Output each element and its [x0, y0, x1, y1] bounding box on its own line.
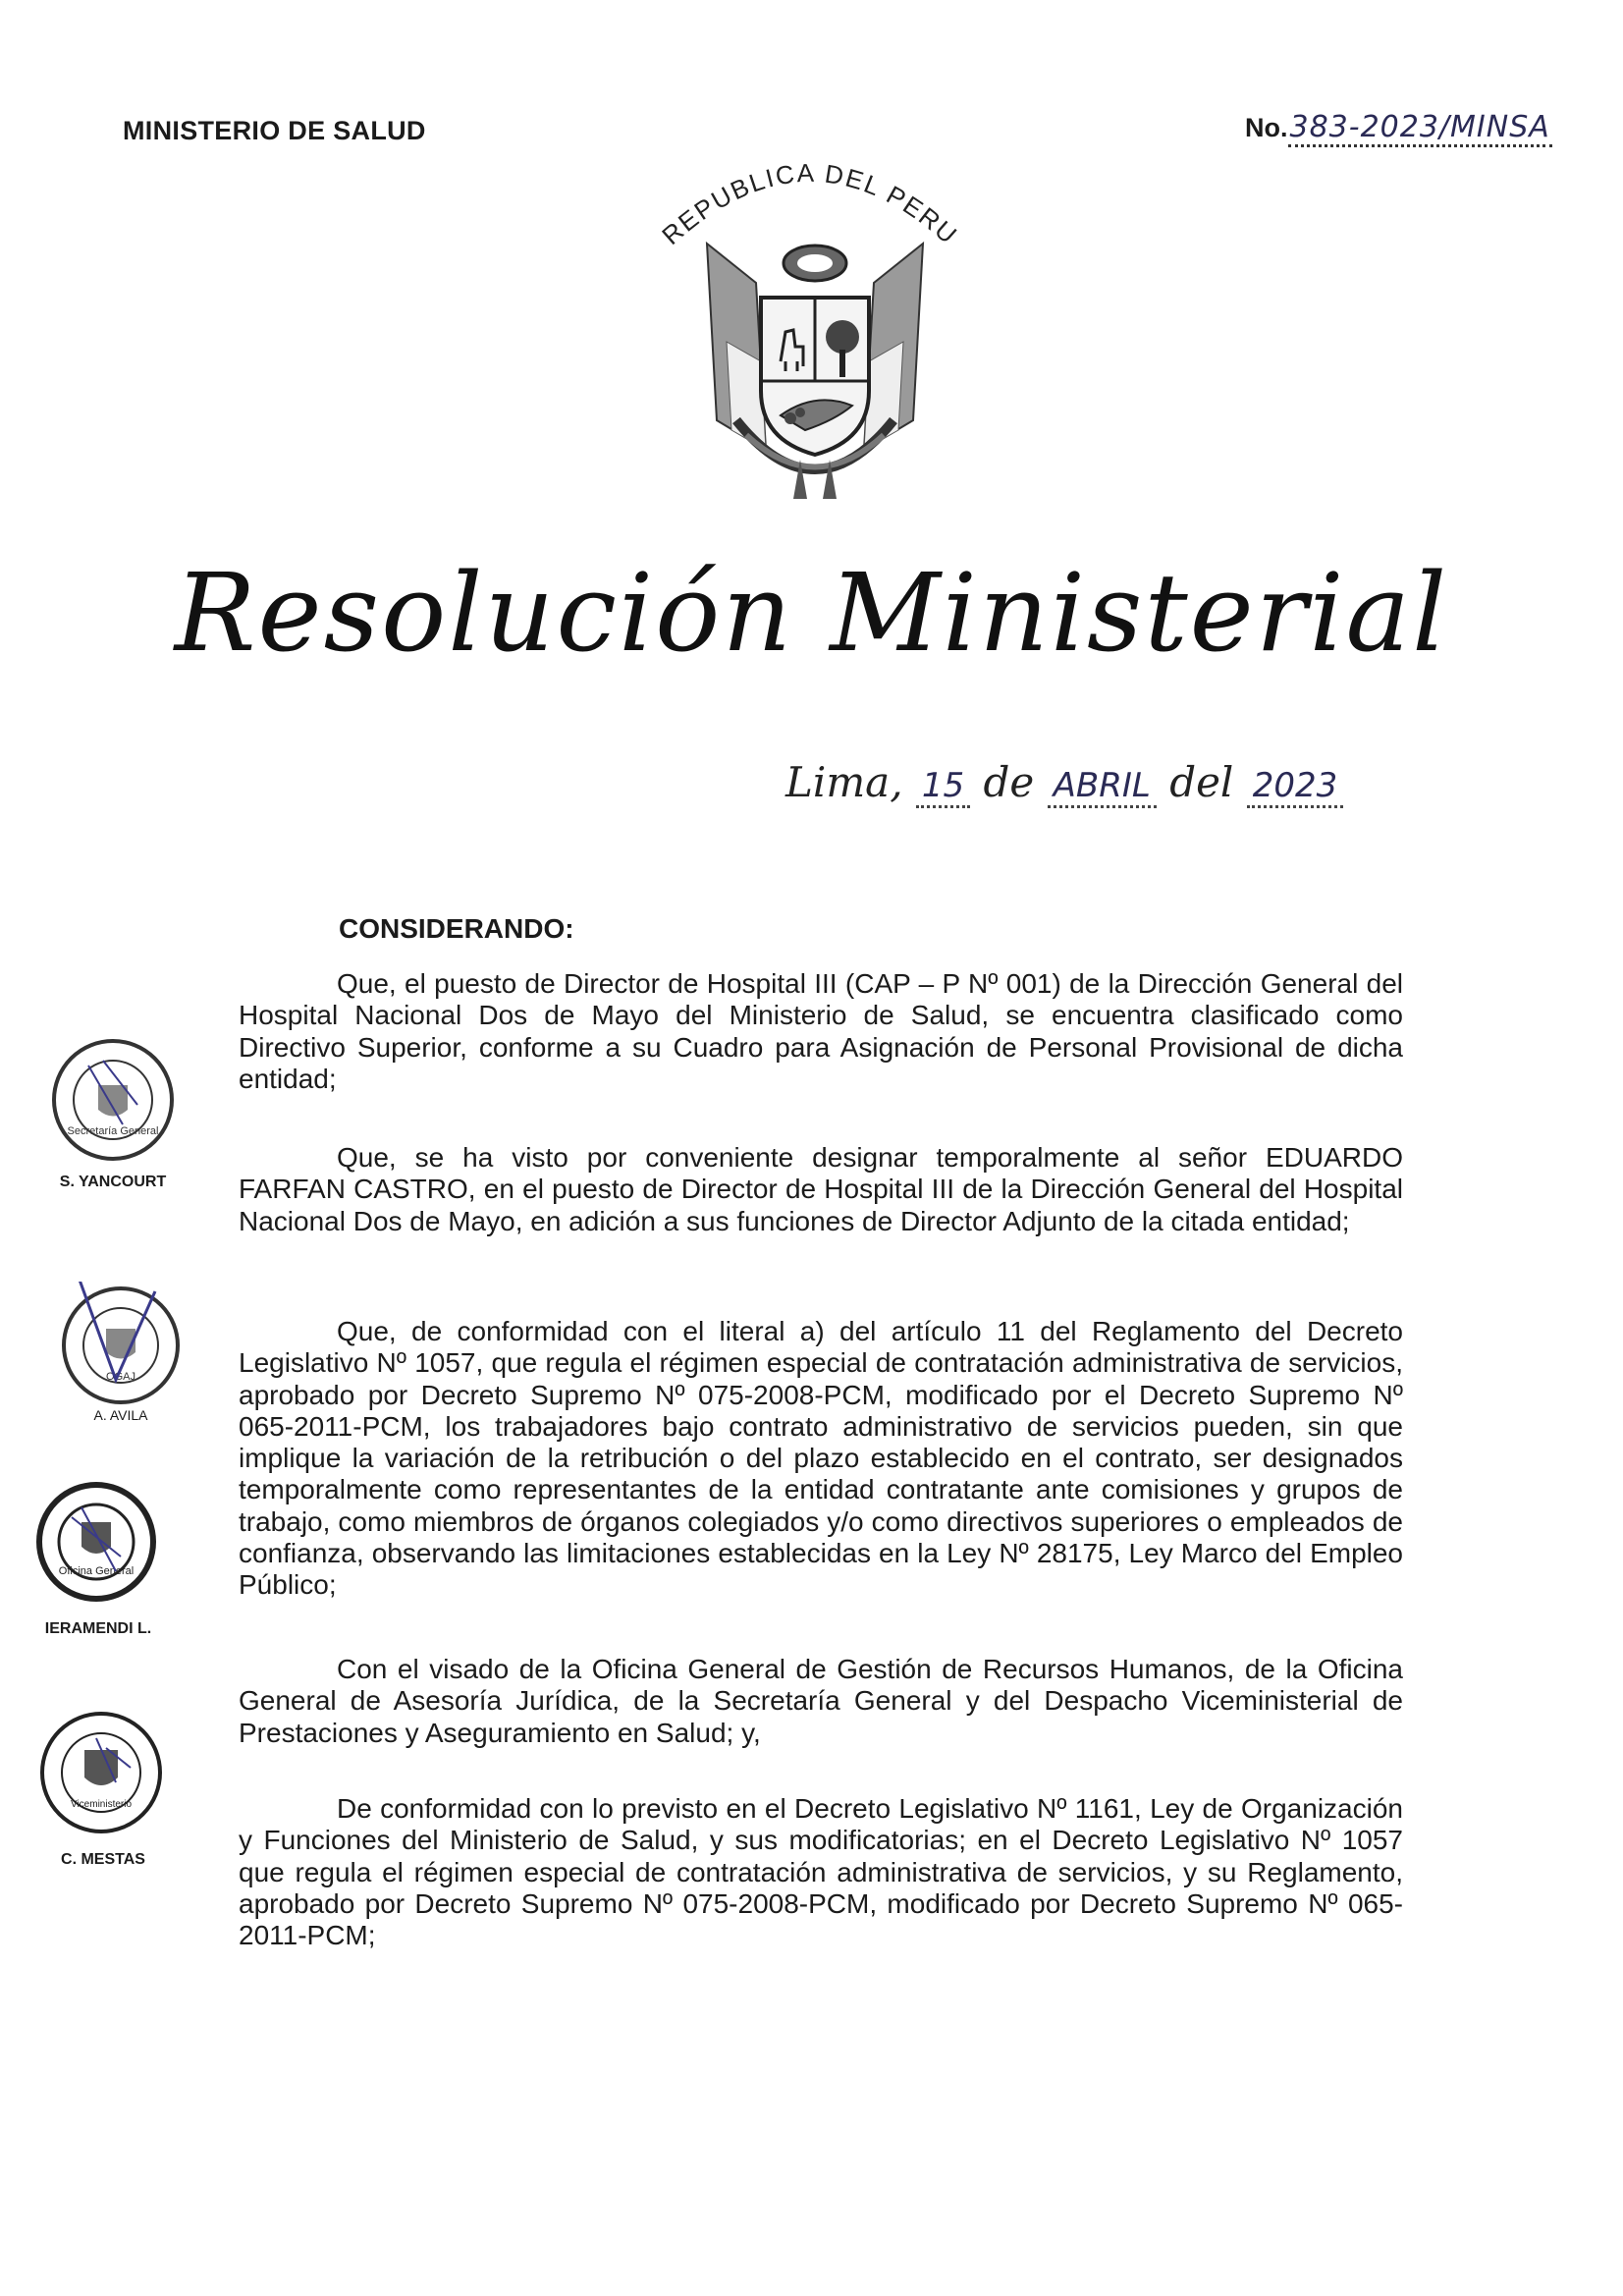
resolution-number-label: No. [1245, 113, 1288, 142]
visa-stamp-3-inner: Oficina General [58, 1565, 135, 1577]
date-city: Lima, [785, 758, 903, 806]
paragraph-5 [239, 1793, 1403, 1951]
date-day: 15 [916, 766, 970, 808]
document-title: Resolución Ministerial [174, 550, 1449, 676]
paragraph-2 [239, 1142, 1403, 1237]
paragraph-3 [239, 1316, 1403, 1602]
ministry-name: MINISTERIO DE SALUD [123, 116, 426, 145]
paragraph-1-text: Que, el puesto de Director de Hospital III (CAP – P Nº 001) de la Dirección General del Hospital Nacional Dos de Mayo del Ministerio de Salud, se encuentra clasificado como Directivo Superior, conforme a su Cuadro para Asignación de Personal Provisional de dicha entidad; [239, 968, 1403, 1094]
visa-stamp-2-label: A. AVILA [93, 1407, 148, 1423]
visa-stamp-4-icon [37, 1709, 165, 1836]
date-month: ABRIL [1048, 766, 1157, 808]
date-year: 2023 [1247, 766, 1344, 808]
emblem-arc-label: REPUBLICA DEL PERU [656, 157, 964, 251]
visa-stamp-2-icon [57, 1282, 185, 1409]
date-line [785, 758, 1343, 806]
visa-stamp-3-icon [32, 1478, 160, 1606]
date-del: del [1169, 758, 1234, 806]
paragraph-5-text: De conformidad con lo previsto en el Decreto Legislativo Nº 1161, Ley de Organización y Funciones del Ministerio de Salud, y sus modificatorias; en el Decreto Legislativo Nº 1057 que regula el régimen especial de contratación administrativa de servicios, y su Reglamento, aprobado por Decreto Supremo Nº 075-2008-PCM, modificado por Decreto Supremo Nº 065-2011-PCM; [239, 1793, 1403, 1951]
visa-stamp-4-label: C. MESTAS [61, 1851, 145, 1868]
coat-of-arms-icon [687, 224, 943, 509]
visa-stamp-1-inner: Secretaría General [67, 1125, 159, 1137]
visa-stamp-1-label: S. YANCOURT [59, 1174, 167, 1190]
visa-stamp-1-icon [49, 1036, 177, 1164]
paragraph-1 [239, 968, 1403, 1095]
paragraph-2-text: Que, se ha visto por conveniente designar temporalmente al señor EDUARDO FARFAN CASTRO, en el puesto de Director de Hospital III de la Dirección General del Hospital Nacional Dos de Mayo, en adición a sus funciones de Director Adjunto de la citada entidad; [239, 1142, 1403, 1236]
paragraph-4 [239, 1654, 1403, 1749]
section-heading: CONSIDERANDO: [339, 913, 574, 944]
visa-stamp-4-inner: Viceministerio [70, 1799, 133, 1810]
paragraph-3-text: Que, de conformidad con el literal a) del artículo 11 del Reglamento del Decreto Legislativo Nº 1057, que regula el régimen especial de contratación administrativa de servicios, aprobado por Decreto Supremo Nº 075-2008-PCM, modificado por el Decreto Supremo Nº 065-2011-PCM, los trabajadores bajo contrato administrativo de servicios pueden, sin que implique la variación de la retribución o del plazo establecido en el contrato, ser designados temporalmente como representantes de la entidad contratante ante comisiones y grupos de trabajo, como miembros de órganos colegiados y/o como directivos superiores o empleados de confianza, observando las limitaciones establecidas en la Ley Nº 28175, Ley Marco del Empleo Público; [239, 1316, 1403, 1601]
visa-stamp-2-inner: OGAJ [106, 1371, 135, 1383]
visa-stamp-3-label: IERAMENDI L. [44, 1620, 152, 1637]
date-de: de [983, 758, 1035, 806]
resolution-number [1245, 110, 1552, 144]
resolution-number-value: 383-2023/MINSA [1288, 110, 1552, 147]
paragraph-4-text: Con el visado de la Oficina General de Gestión de Recursos Humanos, de la Oficina General de Asesoría Jurídica, de la Secretaría General y del Despacho Viceministerial de Prestaciones y Aseguramiento en Salud; y, [239, 1654, 1403, 1748]
